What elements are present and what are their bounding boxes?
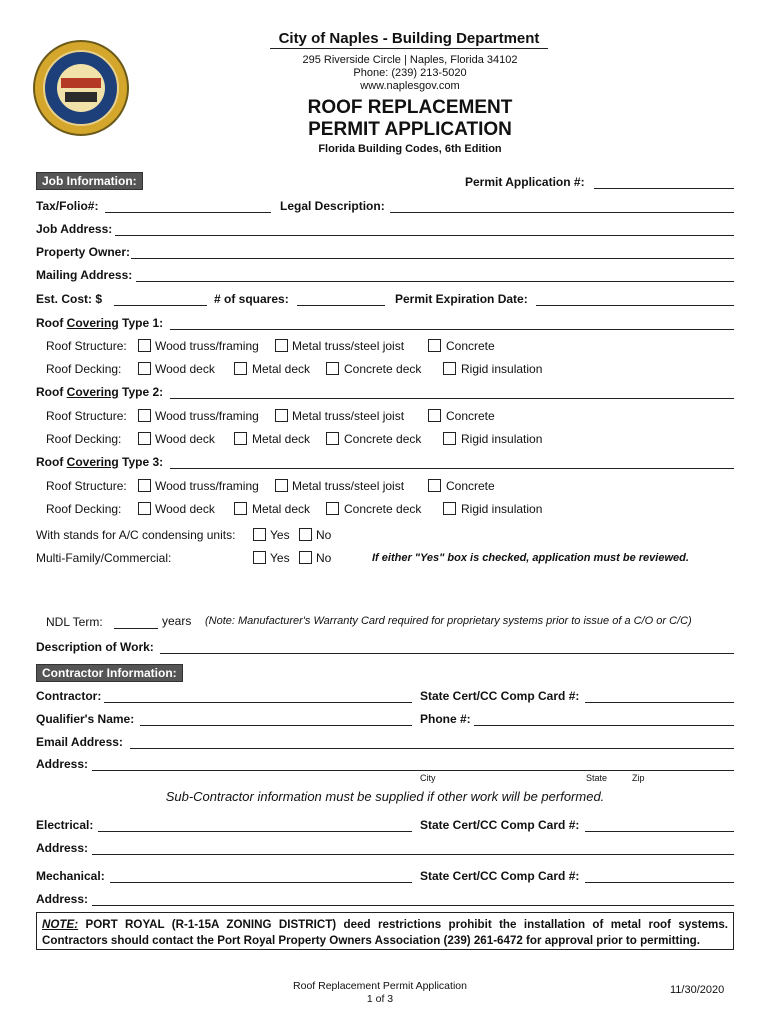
city-caption: City xyxy=(420,773,436,783)
t2-metal-truss-checkbox[interactable] xyxy=(275,409,288,422)
tax-folio-label: Tax/Folio#: xyxy=(36,199,99,213)
multifamily-label: Multi-Family/Commercial: xyxy=(36,551,172,565)
mechanical-cert-label: State Cert/CC Comp Card #: xyxy=(420,869,580,883)
property-owner-label: Property Owner: xyxy=(36,245,131,259)
state-caption: State xyxy=(586,773,608,783)
multifamily-yes-label: Yes xyxy=(270,551,290,565)
t3-concrete-deck-checkbox[interactable] xyxy=(326,502,339,515)
t1-wood-deck-label: Wood deck xyxy=(155,362,215,376)
t2-wood-deck-label: Wood deck xyxy=(155,432,215,446)
warranty-note: (Note: Manufacturer's Warranty Card required for proprietary systems prior to issue of a C/O or C/C) xyxy=(205,615,692,627)
description-of-work-label: Description of Work: xyxy=(36,640,154,654)
roof-covering-type2-field[interactable] xyxy=(170,398,734,399)
squares-field[interactable] xyxy=(297,305,385,306)
roof-covering-type1-field[interactable] xyxy=(170,329,734,330)
electrical-field[interactable] xyxy=(98,831,412,832)
email-address-label: Email Address: xyxy=(36,735,123,749)
form-subtitle: Florida Building Codes, 6th Edition xyxy=(318,143,502,155)
multifamily-yes-checkbox[interactable] xyxy=(253,551,266,564)
t3-wood-truss-checkbox[interactable] xyxy=(138,479,151,492)
tax-folio-field[interactable] xyxy=(105,212,271,213)
ac-stands-yes-label: Yes xyxy=(270,528,290,542)
t3-rigid-insulation-label: Rigid insulation xyxy=(461,502,543,516)
t3-wood-deck-checkbox[interactable] xyxy=(138,502,151,515)
footer-page-number: 1 of 3 xyxy=(366,993,394,1005)
t3-metal-truss-checkbox[interactable] xyxy=(275,479,288,492)
roof-covering-type1-label: Roof Covering Type 1: xyxy=(36,316,164,330)
note-text: PORT ROYAL (R-1-15A ZONING DISTRICT) deed restrictions prohibit the installation of metal roof systems. Contractors should contact the Port Royal Property Owners Association (239) 261-6472 for approval prior to permitting. xyxy=(42,918,728,947)
multifamily-no-checkbox[interactable] xyxy=(299,551,312,564)
subcontractor-note: Sub-Contractor information must be supplied if other work will be performed. xyxy=(165,789,605,804)
t2-concrete-label: Concrete xyxy=(446,409,495,423)
t2-concrete-deck-label: Concrete deck xyxy=(344,432,422,446)
t3-concrete-deck-label: Concrete deck xyxy=(344,502,422,516)
mechanical-address-label: Address: xyxy=(36,892,89,906)
t1-concrete-deck-label: Concrete deck xyxy=(344,362,422,376)
t3-wood-truss-label: Wood truss/framing xyxy=(155,479,259,493)
ac-stands-no-label: No xyxy=(316,528,332,542)
t2-metal-deck-checkbox[interactable] xyxy=(234,432,247,445)
legal-description-field[interactable] xyxy=(390,212,734,213)
t1-wood-truss-checkbox[interactable] xyxy=(138,339,151,352)
t1-wood-deck-checkbox[interactable] xyxy=(138,362,151,375)
t2-wood-deck-checkbox[interactable] xyxy=(138,432,151,445)
ndl-term-label: NDL Term: xyxy=(46,615,103,629)
job-information-header: Job Information: xyxy=(36,172,143,190)
mailing-address-field[interactable] xyxy=(136,281,734,282)
contractor-label: Contractor: xyxy=(36,689,102,703)
mechanical-cert-field[interactable] xyxy=(585,882,734,883)
t2-wood-truss-checkbox[interactable] xyxy=(138,409,151,422)
t1-metal-truss-label: Metal truss/steel joist xyxy=(292,339,405,353)
t2-metal-truss-label: Metal truss/steel joist xyxy=(292,409,405,423)
form-title-line2: PERMIT APPLICATION xyxy=(308,119,512,140)
mailing-address-label: Mailing Address: xyxy=(36,268,133,282)
port-royal-note xyxy=(36,912,734,950)
roof-covering-type3-field[interactable] xyxy=(170,468,734,469)
description-of-work-field[interactable] xyxy=(160,653,734,654)
roof-covering-type3-label: Roof Covering Type 3: xyxy=(36,455,164,469)
t1-concrete-deck-checkbox[interactable] xyxy=(326,362,339,375)
t3-metal-deck-checkbox[interactable] xyxy=(234,502,247,515)
roof-decking-label: Roof Decking: xyxy=(46,432,122,446)
t2-concrete-checkbox[interactable] xyxy=(428,409,441,422)
t2-metal-deck-label: Metal deck xyxy=(252,432,311,446)
mechanical-address-field[interactable] xyxy=(92,905,734,906)
multifamily-no-label: No xyxy=(316,551,332,565)
roof-structure-label: Roof Structure: xyxy=(46,479,127,493)
t3-wood-deck-label: Wood deck xyxy=(155,502,215,516)
t2-wood-truss-label: Wood truss/framing xyxy=(155,409,259,423)
electrical-address-field[interactable] xyxy=(92,854,734,855)
roof-covering-type2-label: Roof Covering Type 2: xyxy=(36,385,164,399)
roof-decking-label: Roof Decking: xyxy=(46,362,122,376)
squares-label: # of squares: xyxy=(214,292,289,306)
t1-rigid-insulation-checkbox[interactable] xyxy=(443,362,456,375)
ndl-years-label: years xyxy=(162,614,192,628)
footer-form-name: Roof Replacement Permit Application xyxy=(293,980,467,992)
department-website[interactable]: www.naplesgov.com xyxy=(360,80,460,92)
contractor-address-field[interactable] xyxy=(92,770,734,771)
department-phone: Phone: (239) 213-5020 xyxy=(353,67,467,79)
ac-stands-label: With stands for A/C condensing units: xyxy=(36,528,236,542)
department-name: City of Naples - Building Department xyxy=(270,30,548,49)
footer-date: 11/30/2020 xyxy=(670,984,725,996)
est-cost-label: Est. Cost: $ xyxy=(36,292,103,306)
contractor-information-header: Contractor Information: xyxy=(36,664,183,682)
electrical-cert-field[interactable] xyxy=(585,831,734,832)
job-address-field[interactable] xyxy=(115,235,734,236)
t2-rigid-insulation-label: Rigid insulation xyxy=(461,432,543,446)
mechanical-field[interactable] xyxy=(110,882,412,883)
expiration-date-label: Permit Expiration Date: xyxy=(395,292,528,306)
department-address: 295 Riverside Circle | Naples, Florida 34102 xyxy=(302,54,518,66)
roof-decking-label: Roof Decking: xyxy=(46,502,122,516)
contractor-address-label: Address: xyxy=(36,757,89,771)
zip-caption: Zip xyxy=(632,773,645,783)
est-cost-field[interactable] xyxy=(114,305,207,306)
form-title-line1: ROOF REPLACEMENT xyxy=(307,97,513,118)
t1-rigid-insulation-label: Rigid insulation xyxy=(461,362,543,376)
permit-number-label: Permit Application #: xyxy=(465,175,585,189)
t3-metal-deck-label: Metal deck xyxy=(252,502,311,516)
ac-stands-yes-checkbox[interactable] xyxy=(253,528,266,541)
t2-rigid-insulation-checkbox[interactable] xyxy=(443,432,456,445)
contractor-phone-label: Phone #: xyxy=(420,712,471,726)
note-label: NOTE: xyxy=(42,918,79,931)
mechanical-label: Mechanical: xyxy=(36,869,105,883)
review-note: If either "Yes" box is checked, application must be reviewed. xyxy=(372,552,689,564)
ac-stands-no-checkbox[interactable] xyxy=(299,528,312,541)
roof-structure-label: Roof Structure: xyxy=(46,409,127,423)
email-address-field[interactable] xyxy=(130,748,734,749)
contractor-field[interactable] xyxy=(104,702,412,703)
t3-concrete-label: Concrete xyxy=(446,479,495,493)
t1-wood-truss-label: Wood truss/framing xyxy=(155,339,259,353)
electrical-address-label: Address: xyxy=(36,841,89,855)
t1-concrete-checkbox[interactable] xyxy=(428,339,441,352)
contractor-cert-label: State Cert/CC Comp Card #: xyxy=(420,689,580,703)
permit-number-field[interactable] xyxy=(594,188,734,189)
ndl-term-field[interactable] xyxy=(114,628,158,629)
contractor-cert-field[interactable] xyxy=(585,702,734,703)
t3-concrete-checkbox[interactable] xyxy=(428,479,441,492)
t3-rigid-insulation-checkbox[interactable] xyxy=(443,502,456,515)
qualifier-name-label: Qualifier's Name: xyxy=(36,712,135,726)
city-seal-logo xyxy=(33,40,129,136)
job-address-label: Job Address: xyxy=(36,222,113,236)
legal-description-label: Legal Description: xyxy=(280,199,385,213)
expiration-date-field[interactable] xyxy=(536,305,734,306)
t1-metal-deck-label: Metal deck xyxy=(252,362,311,376)
electrical-cert-label: State Cert/CC Comp Card #: xyxy=(420,818,580,832)
t1-metal-deck-checkbox[interactable] xyxy=(234,362,247,375)
t2-concrete-deck-checkbox[interactable] xyxy=(326,432,339,445)
t1-metal-truss-checkbox[interactable] xyxy=(275,339,288,352)
roof-structure-label: Roof Structure: xyxy=(46,339,127,353)
electrical-label: Electrical: xyxy=(36,818,94,832)
qualifier-name-field[interactable] xyxy=(140,725,412,726)
t1-concrete-label: Concrete xyxy=(446,339,495,353)
contractor-phone-field[interactable] xyxy=(474,725,734,726)
t3-metal-truss-label: Metal truss/steel joist xyxy=(292,479,405,493)
property-owner-field[interactable] xyxy=(131,258,734,259)
